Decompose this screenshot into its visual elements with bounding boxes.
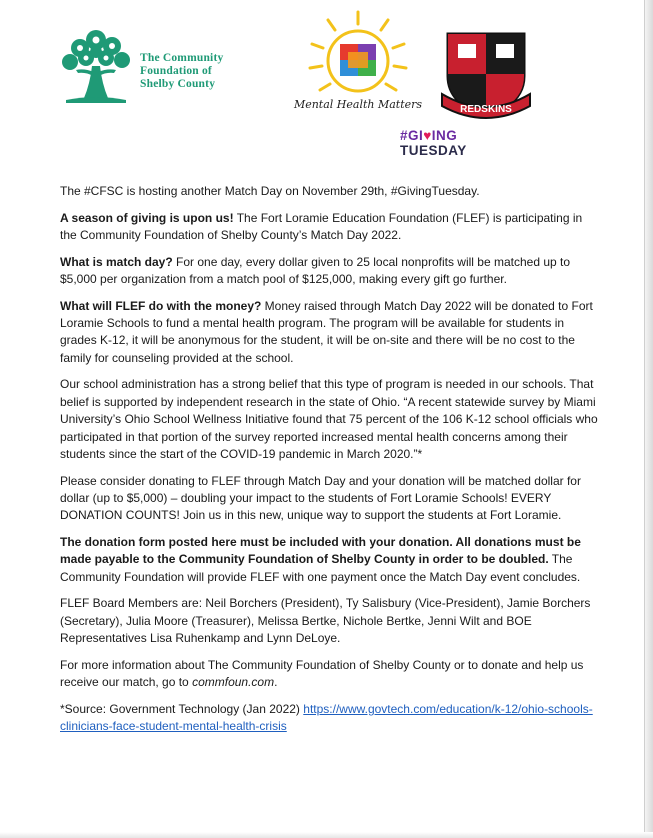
paragraph-more-info-end: .: [274, 675, 278, 690]
source-link[interactable]: https://www.govtech.com/education/k-12/ohio-schools-clinicians-face-student-mental-health-crisis: [60, 701, 593, 734]
paragraph-money-text: Money raised through Match Day 2022 will be donated to Fort Loramie Schools to fund a mental health program. The program will be available for students in grades K-12, it will be anonymous for the student, it will be on-site and there will be no cost to the family for counseling provided at the school.: [60, 298, 593, 365]
paragraph-match-day-lead: What is match day?: [60, 254, 173, 269]
cfsc-logo-line2: Foundation of: [140, 65, 212, 77]
paragraph-research: Our school administration has a strong belief that this type of program is needed in our schools. That belief is supported by independent research in the state of Ohio. “A recent statewide survey by Miami University’s Ohio School Wellness Initiative found that 75 percent of the 106 K-12 school officials who participated in that portion of the survey reported increased mental health concerns among their students since the start of the COVID-19 pandemic in March 2020.”*: [60, 377, 598, 462]
paragraph-season: [60, 210, 600, 245]
paragraph-intro: The #CFSC is hosting another Match Day on November 29th, #GivingTuesday.: [60, 184, 480, 198]
giving-post: ING: [431, 128, 458, 143]
paragraph-season-lead: A season of giving is upon us!: [60, 210, 234, 225]
page-bottom-edge: [0, 832, 653, 838]
giving-tuesday-bottom: TUESDAY: [400, 143, 467, 158]
giving-pre: #GI: [400, 128, 424, 143]
paragraph-match-day: [60, 254, 600, 289]
mental-health-caption: Mental Health Matters: [293, 98, 423, 111]
paragraph-donate: Please consider donating to FLEF through Match Day and your donation will be matched dollar for dollar (up to $5,000) – doubling your impact to the students of Fort Loramie Schools! EVERY DONATION COUNTS! Join us in this new, unique way to support the students at Fort Loramie.: [60, 473, 581, 523]
paragraph-board-members: FLEF Board Members are: Neil Borchers (President), Ty Salisbury (Vice-President), Jamie Borchers (Secretary), Julia Moore (Treasurer), Melissa Bertke, Nichole Bertke, Jenni Wilt and BOE Representatives Lisa Ruhenkamp and Lynn DeLoye.: [60, 596, 591, 646]
paragraph-donation-form: [60, 534, 600, 586]
page-edge: [644, 0, 653, 838]
paragraph-more-info-text: For more information about The Community Foundation of Shelby County or to donate and help us receive our match, go to: [60, 657, 584, 690]
paragraph-match-day-text: For one day, every dollar given to 25 local nonprofits will be matched up to $5,000 per organization from a match pool of $125,000, making every gift go further.: [60, 254, 571, 286]
heart-icon: ♥: [423, 128, 432, 143]
cfsc-logo-line3: Shelby County: [140, 78, 216, 90]
cfsc-logo-line1: The Community: [140, 52, 224, 64]
redskins-banner: [438, 24, 534, 124]
paragraph-source: [60, 701, 600, 736]
document-body: [60, 183, 600, 745]
source-label: *Source: Government Technology (Jan 2022): [60, 701, 304, 716]
giving-tuesday-logo: [400, 128, 490, 158]
commfoun-website: commfoun.com: [192, 675, 275, 690]
cfsc-logo-text: [140, 52, 252, 91]
paragraph-donation-form-lead: The donation form posted here must be included with your donation. All donations must be made payable to the Community Foundation of Shelby County in order to be doubled.: [60, 535, 581, 567]
paragraph-money: [60, 298, 600, 368]
giving-tuesday-top: [400, 128, 490, 143]
paragraph-donation-form-text: The Community Foundation will provide FLEF with one payment once the Match Day event concludes.: [60, 552, 581, 584]
paragraph-money-lead: What will FLEF do with the money?: [60, 298, 262, 313]
paragraph-season-text: The Fort Loramie Education Foundation (FLEF) is participating in the Community Foundation of Shelby County’s Match Day 2022.: [60, 210, 583, 242]
redskins-banner-text: REDSKINS: [460, 104, 512, 115]
paragraph-more-info: [60, 657, 600, 692]
